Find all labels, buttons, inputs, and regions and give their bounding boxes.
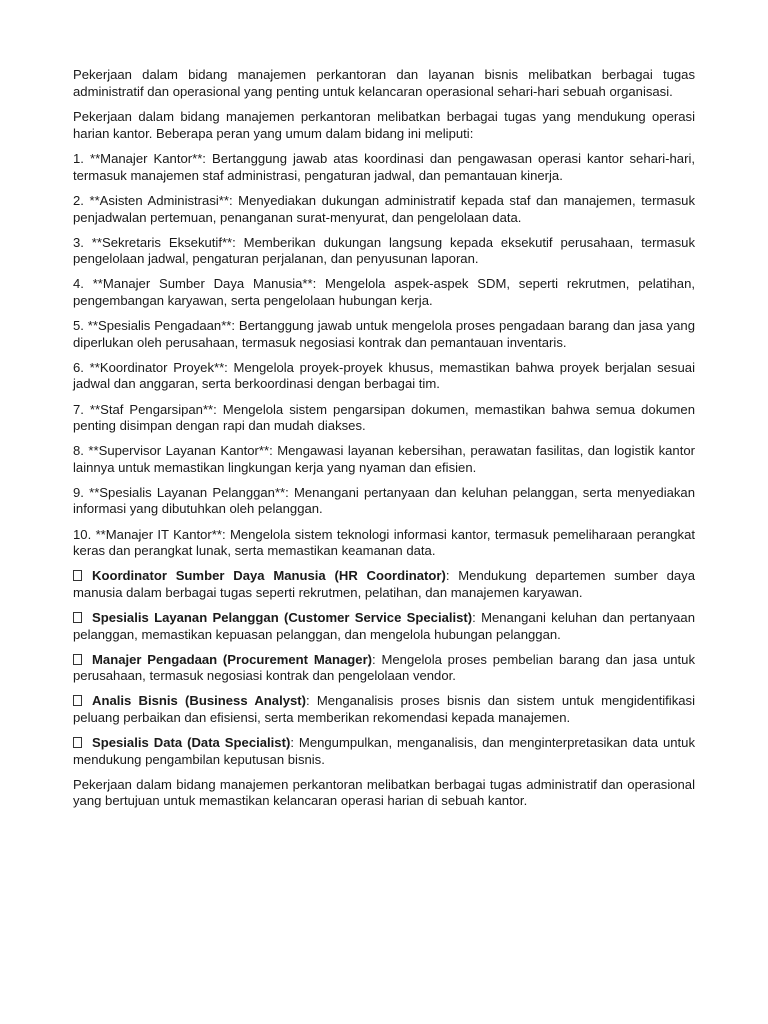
role-item-9: 9. **Spesialis Layanan Pelanggan**: Menangani pertanyaan dan keluhan pelanggan, serta menyediakan informasi yang dibutuhkan oleh pelanggan. xyxy=(73,484,695,517)
document-body xyxy=(73,67,695,819)
missing-glyph-box-icon xyxy=(73,737,82,748)
bullet-text: : Menganalisis proses bisnis dan sistem untuk mengidentifikasi peluang perbaikan dan efisiensi, serta memberikan rekomendasi kepada manajemen. xyxy=(73,693,695,725)
missing-glyph-box-icon xyxy=(73,654,82,665)
bullet-item-4 xyxy=(73,693,695,726)
bullet-item-2 xyxy=(73,610,695,643)
role-item-8: 8. **Supervisor Layanan Kantor**: Mengawasi layanan kebersihan, perawatan fasilitas, dan logistik kantor lainnya untuk memastikan lingkungan kerja yang nyaman dan efisien. xyxy=(73,443,695,475)
bullet-title: Spesialis Layanan Pelanggan (Customer Service Specialist) xyxy=(92,609,473,625)
bullet-title: Spesialis Data (Data Specialist) xyxy=(92,735,291,750)
bullet-title: Koordinator Sumber Daya Manusia (HR Coordinator) xyxy=(92,568,446,584)
intro-paragraph-1: Pekerjaan dalam bidang manajemen perkantoran dan layanan bisnis melibatkan berbagai tugas administratif dan operasional yang penting untuk kelancaran operasional sehari-hari sebuah organisasi. xyxy=(73,67,695,99)
role-item-6: 6. **Koordinator Proyek**: Mengelola proyek-proyek khusus, memastikan bahwa proyek berjalan sesuai jadwal dan anggaran, serta berkoordinasi dengan berbagai tim. xyxy=(73,359,695,392)
missing-glyph-box-icon xyxy=(73,695,82,706)
missing-glyph-box-icon xyxy=(73,570,82,581)
bullet-text: : Mengumpulkan, menganalisis, dan menginterpretasikan data untuk mendukung pengambilan keputusan bisnis. xyxy=(73,735,695,767)
bullet-text: : Mengelola proses pembelian barang dan jasa untuk perusahaan, termasuk negosiasi kontrak dan pengelolaan vendor. xyxy=(73,651,695,684)
bullet-text: : Mendukung departemen sumber daya manusia dalam berbagai tugas seperti rekrutmen, pelatihan, dan manajemen karyawan. xyxy=(73,568,695,600)
bullet-title: Analis Bisnis (Business Analyst) xyxy=(92,693,307,709)
role-item-1: 1. **Manajer Kantor**: Bertanggung jawab atas koordinasi dan pengawasan operasi kantor sehari-hari, termasuk manajemen staf administrasi, pengaturan jadwal, dan pemantauan kinerja. xyxy=(73,151,695,183)
role-item-3: 3. **Sekretaris Eksekutif**: Memberikan dukungan langsung kepada eksekutif perusahaan, termasuk pengelolaan jadwal, pengaturan perjalanan, dan penyusunan laporan. xyxy=(73,234,695,267)
bullet-item-1 xyxy=(73,568,695,601)
role-item-10: 10. **Manajer IT Kantor**: Mengelola sistem teknologi informasi kantor, termasuk pemeliharaan perangkat keras dan perangkat lunak, serta memastikan keamanan data. xyxy=(73,526,695,559)
bullet-item-3 xyxy=(73,652,695,685)
missing-glyph-box-icon xyxy=(73,612,82,623)
closing-paragraph: Pekerjaan dalam bidang manajemen perkantoran melibatkan berbagai tugas administratif dan operasional yang bertujuan untuk memastikan kelancaran operasi harian di sebuah kantor. xyxy=(73,776,695,809)
role-item-4: 4. **Manajer Sumber Daya Manusia**: Mengelola aspek-aspek SDM, seperti rekrutmen, pelatihan, pengembangan karyawan, serta pengelolaan hubungan kerja. xyxy=(73,276,695,309)
bullet-text: : Menangani keluhan dan pertanyaan pelanggan, memastikan kepuasan pelanggan, dan mengelola hubungan pelanggan. xyxy=(73,609,695,642)
intro-paragraph-2: Pekerjaan dalam bidang manajemen perkantoran melibatkan berbagai tugas yang mendukung operasi harian kantor. Beberapa peran yang umum dalam bidang ini meliputi: xyxy=(73,109,695,141)
role-item-2: 2. **Asisten Administrasi**: Menyediakan dukungan administratif kepada staf dan manajemen, termasuk penjadwalan pertemuan, penanganan surat-menyurat, dan pengelolaan data. xyxy=(73,193,695,225)
role-item-7: 7. **Staf Pengarsipan**: Mengelola sistem pengarsipan dokumen, memastikan bahwa semua dokumen penting disimpan dengan rapi dan mudah diakses. xyxy=(73,401,695,434)
bullet-title: Manajer Pengadaan (Procurement Manager) xyxy=(92,651,373,667)
role-item-5: 5. **Spesialis Pengadaan**: Bertanggung jawab untuk mengelola proses pengadaan barang dan jasa yang diperlukan oleh perusahaan, termasuk negosiasi kontrak dan pemantauan inventaris. xyxy=(73,318,695,350)
bullet-item-5 xyxy=(73,735,695,768)
